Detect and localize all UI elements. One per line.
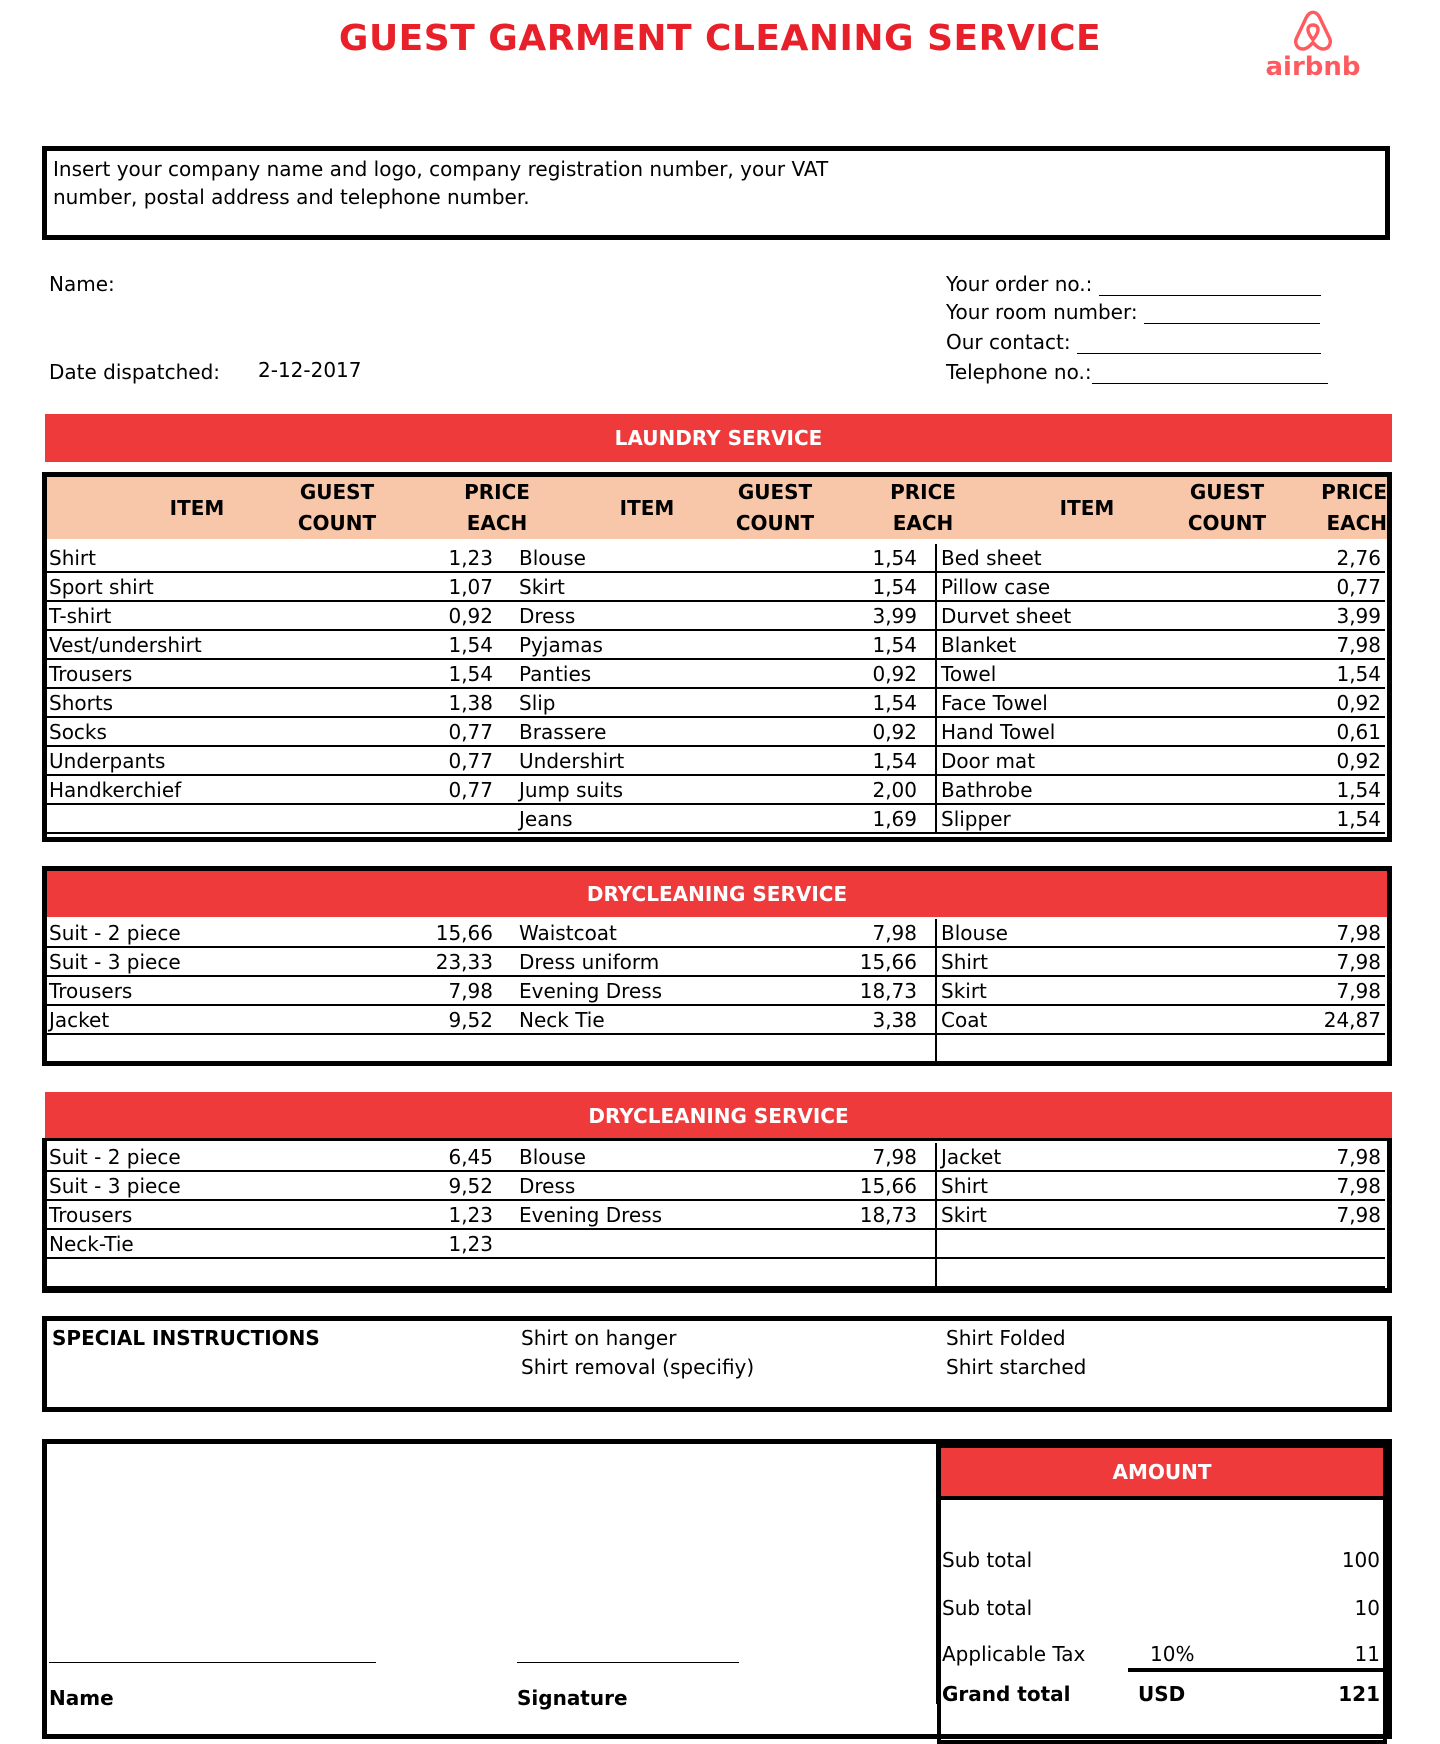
table-row (47, 977, 1385, 1006)
item-price: 24,87 (1323, 1008, 1381, 1032)
laundry-service-heading: LAUNDRY SERVICE (45, 414, 1392, 462)
item-name: Blanket (941, 633, 1017, 657)
col-item-header: ITEM (1059, 496, 1115, 520)
table-row (47, 948, 1385, 977)
item-price: 7,98 (1336, 1174, 1381, 1198)
item-name: Durvet sheet (941, 604, 1072, 628)
table-row (47, 544, 1385, 573)
signature-line[interactable] (517, 1662, 739, 1663)
item-name: Undershirt (519, 749, 625, 773)
item-name: Bathrobe (941, 778, 1033, 802)
item-price: 18,73 (859, 979, 917, 1003)
item-name: Vest/undershirt (49, 633, 202, 657)
item-name: Pillow case (941, 575, 1051, 599)
our-contact-field[interactable] (946, 330, 1321, 354)
item-name: Brassere (519, 720, 607, 744)
item-name: Dress (519, 604, 576, 628)
item-price: 0,92 (448, 604, 493, 628)
item-price: 7,98 (1336, 979, 1381, 1003)
page-title: GUEST GARMENT CLEANING SERVICE (338, 18, 1102, 59)
drycleaning-heading-2: DRYCLEANING SERVICE (45, 1092, 1392, 1140)
table-row (47, 1172, 1385, 1201)
item-price: 23,33 (435, 950, 493, 974)
item-name: T-shirt (49, 604, 112, 628)
item-price: 7,98 (1336, 950, 1381, 974)
item-price: 1,23 (448, 1203, 493, 1227)
item-name: Jacket (941, 1145, 1002, 1169)
grand-total-value: 121 (1338, 1682, 1380, 1706)
item-price: 1,69 (872, 807, 917, 831)
item-price: 7,98 (1336, 921, 1381, 945)
item-name: Panties (519, 662, 592, 686)
airbnb-logo (1258, 8, 1368, 88)
drycleaning-heading-1: DRYCLEANING SERVICE (47, 871, 1387, 917)
item-name: Waistcoat (519, 921, 617, 945)
option-shirt-starched[interactable]: Shirt starched (946, 1355, 1087, 1379)
company-info-line-2: number, postal address and telephone number. (53, 185, 530, 209)
logo-wordmark: airbnb (1265, 52, 1361, 82)
subtotal-1-label: Sub total (942, 1548, 1033, 1572)
special-instructions-label: SPECIAL INSTRUCTIONS (52, 1326, 320, 1350)
order-no-field[interactable] (946, 272, 1321, 296)
room-number-label: Your room number: (946, 300, 1138, 324)
col-guest-header: GUEST (737, 480, 813, 504)
item-price: 1,54 (872, 749, 917, 773)
item-price: 7,98 (872, 921, 917, 945)
item-name: Shirt (941, 1174, 988, 1198)
option-shirt-folded[interactable]: Shirt Folded (946, 1326, 1066, 1350)
item-name: Shirt (941, 950, 988, 974)
item-price: 0,77 (448, 720, 493, 744)
item-name: Shorts (49, 691, 114, 715)
item-price: 1,54 (872, 546, 917, 570)
item-name: Trousers (49, 1203, 133, 1227)
item-name: Neck-Tie (49, 1232, 134, 1256)
table-row (47, 747, 1385, 776)
item-name: Bed sheet (941, 546, 1042, 570)
item-price: 1,54 (1336, 662, 1381, 686)
item-price: 2,76 (1336, 546, 1381, 570)
column-divider (935, 1143, 937, 1288)
item-name: Blouse (519, 1145, 586, 1169)
special-instructions-box (42, 1316, 1392, 1412)
date-dispatched-label: Date dispatched: (49, 360, 221, 384)
item-name: Handkerchief (49, 778, 182, 802)
item-name: Neck Tie (519, 1008, 605, 1032)
item-price: 7,98 (1336, 1145, 1381, 1169)
item-price: 7,98 (1336, 1203, 1381, 1227)
item-name: Trousers (49, 979, 133, 1003)
company-info-line-1: Insert your company name and logo, company registration number, your VAT (53, 157, 829, 181)
amount-heading: AMOUNT (941, 1448, 1383, 1496)
total-rule (1128, 1668, 1383, 1672)
item-price: 15,66 (435, 921, 493, 945)
table-row (47, 689, 1385, 718)
table-row (47, 1006, 1385, 1035)
item-price: 2,00 (872, 778, 917, 802)
item-price: 1,23 (448, 1232, 493, 1256)
col-price-header: PRICE (890, 480, 956, 504)
item-price: 1,54 (872, 575, 917, 599)
item-name: Skirt (519, 575, 565, 599)
table-row (47, 602, 1385, 631)
item-price: 7,98 (872, 1145, 917, 1169)
table-row (47, 631, 1385, 660)
item-name: Suit - 2 piece (49, 921, 181, 945)
item-name: Jump suits (519, 778, 624, 802)
item-price: 9,52 (448, 1008, 493, 1032)
subtotal-2-label: Sub total (942, 1596, 1033, 1620)
table-row (47, 1259, 1385, 1288)
footer-name-label: Name (49, 1686, 114, 1710)
column-divider (935, 919, 937, 1064)
our-contact-label: Our contact: (946, 330, 1071, 354)
col-each-header: EACH (466, 511, 528, 535)
item-price: 0,77 (1336, 575, 1381, 599)
item-price: 1,54 (872, 633, 917, 657)
tax-rate: 10% (1150, 1642, 1195, 1666)
item-price: 3,38 (872, 1008, 917, 1032)
item-price: 1,54 (448, 633, 493, 657)
table-row (47, 776, 1385, 805)
col-count-header: COUNT (735, 511, 815, 535)
item-name: Slipper (941, 807, 1011, 831)
footer-signature-label: Signature (517, 1686, 628, 1710)
order-no-label: Your order no.: (946, 272, 1093, 296)
item-name: Sport shirt (49, 575, 154, 599)
item-price: 6,45 (448, 1145, 493, 1169)
subtotal-1-value: 100 (1341, 1548, 1380, 1572)
item-name: Coat (941, 1008, 988, 1032)
table-row (47, 718, 1385, 747)
item-name: Dress uniform (519, 950, 660, 974)
table-row (47, 1035, 1385, 1064)
tax-value: 11 (1354, 1642, 1380, 1666)
option-shirt-removal[interactable]: Shirt removal (specifiy) (521, 1355, 755, 1379)
item-name: Skirt (941, 1203, 987, 1227)
item-name: Slip (519, 691, 556, 715)
item-name: Jeans (519, 807, 573, 831)
telephone-label: Telephone no.: (946, 360, 1092, 384)
item-name: Face Towel (941, 691, 1048, 715)
item-price: 7,98 (1336, 633, 1381, 657)
table-row (47, 660, 1385, 689)
item-name: Socks (49, 720, 107, 744)
col-count-header: COUNT (297, 511, 377, 535)
item-price: 15,66 (859, 1174, 917, 1198)
col-item-header: ITEM (169, 496, 225, 520)
item-price: 1,07 (448, 575, 493, 599)
item-price: 1,38 (448, 691, 493, 715)
item-name: Jacket (49, 1008, 110, 1032)
item-name: Towel (941, 662, 997, 686)
item-name: Suit - 3 piece (49, 1174, 181, 1198)
item-price: 0,92 (872, 720, 917, 744)
item-price: 0,77 (448, 749, 493, 773)
item-price: 0,61 (1336, 720, 1381, 744)
item-name: Evening Dress (519, 1203, 663, 1227)
col-item-header: ITEM (619, 496, 675, 520)
date-dispatched-value: 2-12-2017 (258, 358, 362, 382)
item-price: 1,54 (1336, 778, 1381, 802)
tax-label: Applicable Tax (942, 1642, 1086, 1666)
item-price: 7,98 (448, 979, 493, 1003)
item-price: 1,54 (872, 691, 917, 715)
company-info-box (42, 146, 1390, 240)
item-name: Dress (519, 1174, 576, 1198)
item-price: 1,54 (1336, 807, 1381, 831)
name-label: Name: (49, 272, 115, 296)
item-price: 3,99 (1336, 604, 1381, 628)
table-row (47, 1230, 1385, 1259)
item-price: 18,73 (859, 1203, 917, 1227)
item-price: 9,52 (448, 1174, 493, 1198)
item-name: Pyjamas (519, 633, 603, 657)
item-price: 3,99 (872, 604, 917, 628)
grand-total-currency: USD (1138, 1682, 1186, 1706)
col-guest-header: GUEST (299, 480, 375, 504)
item-price: 1,23 (448, 546, 493, 570)
col-price-header: PRICE (1321, 480, 1387, 504)
col-each-header: EACH (892, 511, 954, 535)
subtotal-2-value: 10 (1354, 1596, 1380, 1620)
column-divider (935, 544, 937, 834)
item-name: Suit - 3 piece (49, 950, 181, 974)
item-name: Blouse (519, 546, 586, 570)
item-name: Hand Towel (941, 720, 1056, 744)
item-name: Shirt (49, 546, 96, 570)
room-number-field[interactable] (946, 300, 1320, 324)
airbnb-belo-icon (1290, 8, 1336, 54)
item-name: Trousers (49, 662, 133, 686)
col-count-header: COUNT (1187, 511, 1267, 535)
col-each-header: EACH (1326, 511, 1387, 535)
amount-heading-rule (941, 1496, 1383, 1500)
table-row (47, 805, 1385, 834)
item-name: Skirt (941, 979, 987, 1003)
table-row (47, 1143, 1385, 1172)
item-name: Door mat (941, 749, 1036, 773)
telephone-field[interactable] (946, 360, 1328, 384)
col-price-header: PRICE (464, 480, 530, 504)
laundry-table-header (47, 477, 1387, 539)
name-signature-line[interactable] (49, 1662, 376, 1663)
table-row (47, 1201, 1385, 1230)
item-price: 0,92 (872, 662, 917, 686)
item-price: 0,92 (1336, 691, 1381, 715)
item-price: 15,66 (859, 950, 917, 974)
item-name: Blouse (941, 921, 1008, 945)
table-row (47, 919, 1385, 948)
item-price: 1,54 (448, 662, 493, 686)
grand-total-label: Grand total (942, 1682, 1071, 1706)
item-name: Underpants (49, 749, 166, 773)
table-row (47, 573, 1385, 602)
item-name: Evening Dress (519, 979, 663, 1003)
item-name: Suit - 2 piece (49, 1145, 181, 1169)
col-guest-header: GUEST (1189, 480, 1265, 504)
item-price: 0,77 (448, 778, 493, 802)
item-price: 0,92 (1336, 749, 1381, 773)
option-shirt-on-hanger[interactable]: Shirt on hanger (521, 1326, 677, 1350)
